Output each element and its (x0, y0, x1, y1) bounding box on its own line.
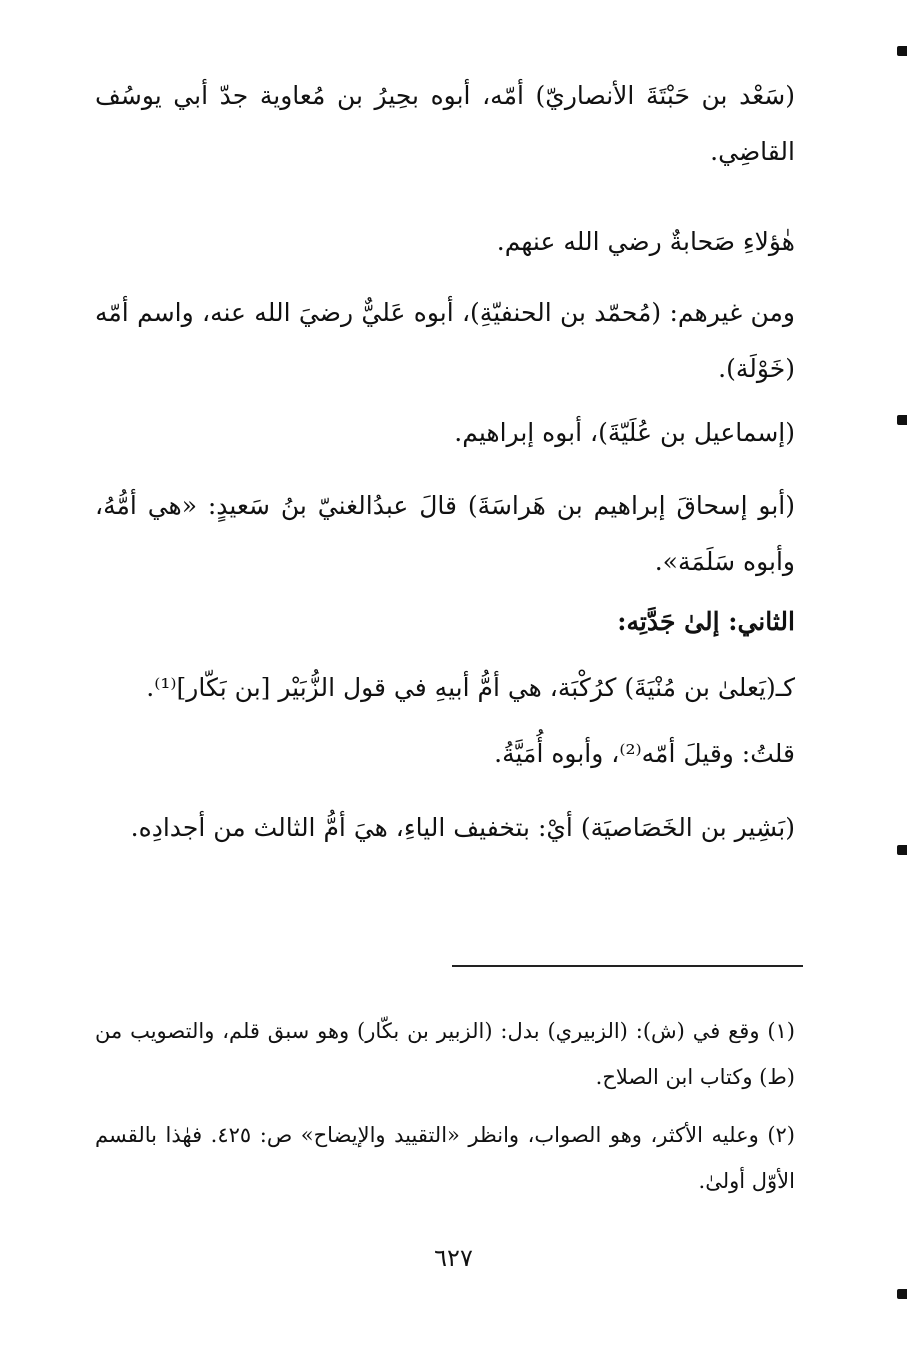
page-number: ٦٢٧ (434, 1244, 473, 1272)
margin-mark (897, 46, 907, 56)
section-heading: الثاني: إلىٰ جَدَّتِه: (617, 607, 795, 636)
paragraph-saad: (سَعْد بن حَبْتَةَ الأنصاريّ) أمّه، أبوه بحِيرُ بن مُعاوية جدّ أبي يوسُف القاضِي. (95, 81, 795, 166)
footnote-1: (١) وقع في (ش): (الزبيري) بدل: (الزبير بن بكّار) وهو سبق قلم، والتصويب من (ط) وكتاب ابن الصلاح. (95, 1019, 795, 1089)
footnote-2: (٢) وعليه الأكثر، وهو الصواب، وانظر «التقييد والإيضاح» ص: ٤٢٥. فهٰذا بالقسم الأوّل أولىٰ. (95, 1123, 795, 1193)
margin-mark (897, 1289, 907, 1299)
paragraph-yala: كـ(يَعلىٰ بن مُنْيَةَ) كرُكْبَة، هي أمُّ أبيهِ في قول الزُّبَيْر [بن بَكّار]⁽¹⁾. (146, 673, 795, 702)
paragraph-others: ومن غيرهم: (مُحمّد بن الحنفيّةِ)، أبوه عَليٌّ رضيَ الله عنه، واسم أمّه (خَوْلَة). (95, 298, 795, 383)
paragraph-ismail: (إسماعيل بن عُلَيّةَ)، أبوه إبراهيم. (454, 418, 795, 447)
margin-mark (897, 415, 907, 425)
paragraph-abu-ishaq: (أبو إسحاقَ إبراهيم بن هَراسَةَ) قالَ عبدُالغنيّ بنُ سَعيدٍ: «هي أمُّهُ، وأبوه سَلَمَة». (95, 491, 795, 576)
footnote-separator (452, 965, 803, 967)
paragraph-bashir: (بَشِير بن الخَصَاصيَة) أيْ: بتخفيف الياءِ، هيَ أمُّ الثالث من أجدادِه. (130, 813, 795, 842)
paragraph-qultu: قلتُ: وقيلَ أمّه⁽²⁾، وأبوه أُمَيَّةُ. (494, 739, 795, 768)
margin-mark (897, 845, 907, 855)
paragraph-companions: هٰؤلاءِ صَحابةٌ رضي الله عنهم. (496, 227, 795, 256)
